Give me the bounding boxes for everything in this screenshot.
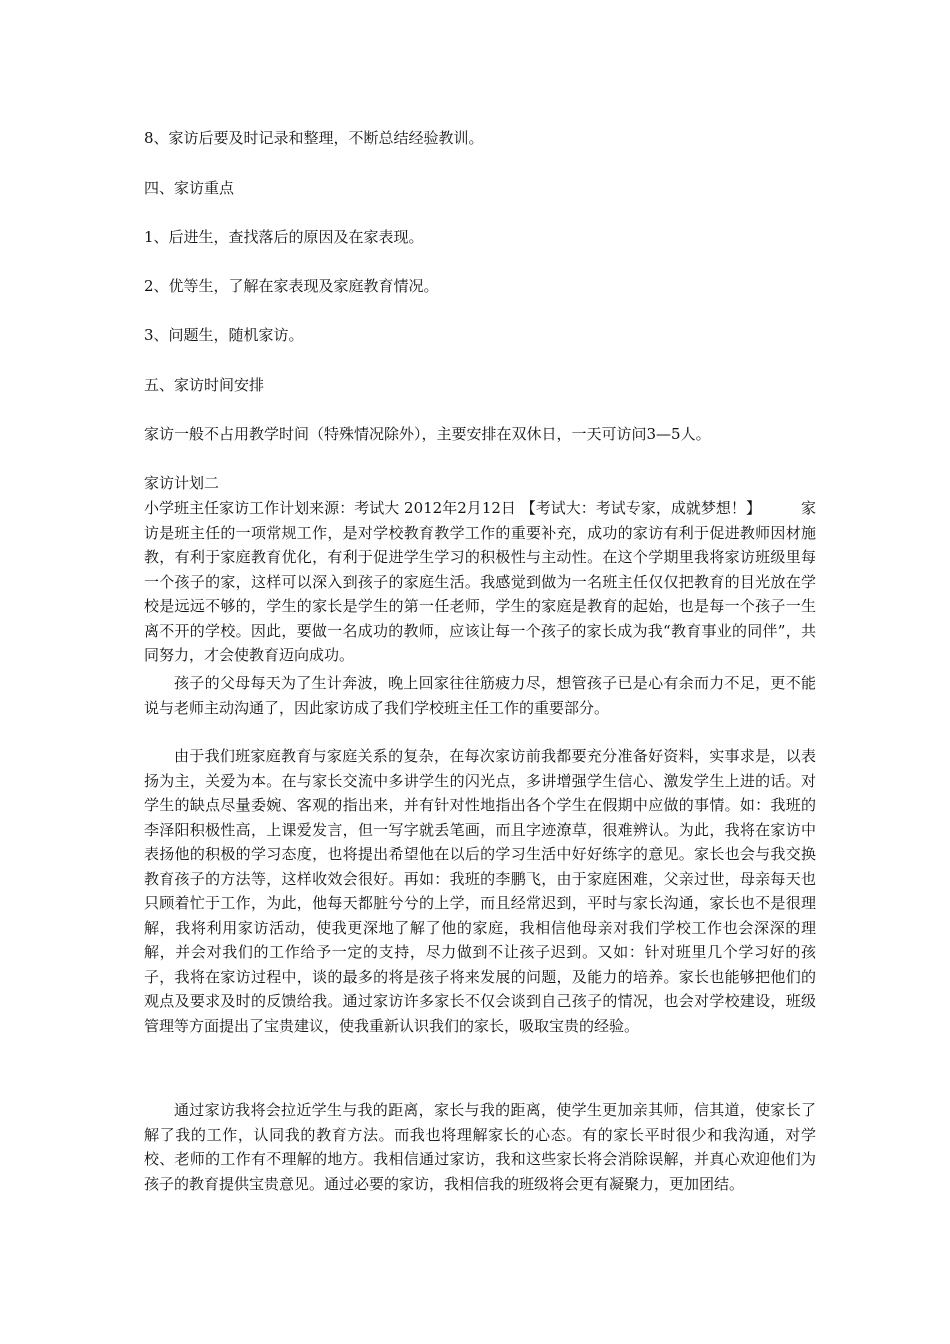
section-four-heading: 四、家访重点	[144, 179, 235, 197]
focus-item-1: 1、后进生，查找落后的原因及在家表现。	[144, 228, 424, 246]
paragraph-method: 由于我们班家庭教育与家庭关系的复杂，在每次家访前我都要充分准备好资料，实事求是，以表扬为主，关爱为本。在与家长交流中多讲学生的闪光点，多讲增强学生信心、激发学生上进的话。对学生的缺点尽量委婉、客观的指出来，并有针对性地指出各个学生在假期中应做的事情。如：我班的李泽阳积极性高，上课爱发言，但一写字就丢笔画，而且字迹潦草，很难辨认。为此，我将在家访中表扬他的积极的学习态度，也将提出希望他在以后的学习生活中好好练字的意见。家长也会与我交换教育孩子的方法等，这样收效会很好。再如：我班的李鹏飞，由于家庭困难，父亲过世，母亲每天也只顾着忙于工作，为此，他每天都脏兮兮的上学，而且经常迟到，平时与家长沟通，家长也不是很理解，我将利用家访活动，使我更深地了解了他的家庭，我相信他母亲对我们学校工作也会深深的理解，并会对我们的工作给予一定的支持，尽力做到不让孩子迟到。又如：针对班里几个学习好的孩子，我将在家访过程中，谈的最多的将是孩子将来发展的问题，及能力的培养。家长也能够把他们的观点及要求及时的反馈给我。通过家访许多家长不仅会谈到自己孩子的情况，也会对学校建设，班级管理等方面提出了宝贵建议，使我重新认识我们的家长，吸取宝贵的经验。	[144, 747, 816, 1035]
paragraph-closing: 通过家访我将会拉近学生与我的距离，家长与我的距离，使学生更加亲其师，信其道，使家长了解了我的工作，认同我的教育方法。而我也将理解家长的心态。有的家长平时很少和我沟通，对学校、老师的工作有不理解的地方。我相信通过家访，我和这些家长将会消除误解，并真心欢迎他们为孩子的教育提供宝贵意见。通过必要的家访，我相信我的班级将会更有凝聚力，更加团结。	[144, 1101, 816, 1193]
section-five-heading: 五、家访时间安排	[144, 376, 265, 394]
plan-two-title: 家访计划二	[144, 474, 220, 492]
paragraph-parents: 孩子的父母每天为了生计奔波，晚上回家往往筋疲力尽，想管孩子已是心有余而力不足，更不能说与老师主动沟通了，因此家访成了我们学校班主任工作的重要部分。	[144, 674, 816, 717]
plan-two-header: 小学班主任家访工作计划来源：考试大 2012年2月12日 【考试大：考试专家，成就梦想！】	[144, 499, 761, 517]
plan-two-intro-block	[144, 496, 816, 668]
plan-two-intro: 家访是班主任的一项常规工作，是对学校教育教学工作的重要补充，成功的家访有利于促进教师因材施教，有利于家庭教育优化，有利于促进学生学习的积极性与主动性。在这个学期里我将家访班级里每一个孩子的家，这样可以深入到孩子的家庭生活。我感觉到做为一名班主任仅仅把教育的目光放在学校是远远不够的，学生的家长是学生的第一任老师，学生的家庭是教育的起始，也是每一个孩子一生离不开的学校。因此，要做一名成功的教师，应该让每一个孩子的家长成为我“教育事业的同伴”，共同努力，才会使教育迈向成功。	[144, 499, 816, 664]
focus-item-2: 2、优等生，了解在家表现及家庭教育情况。	[144, 277, 439, 295]
section-three-item-8: 8、家访后要及时记录和整理，不断总结经验教训。	[144, 129, 484, 147]
focus-item-3: 3、问题生，随机家访。	[144, 326, 304, 344]
schedule-text: 家访一般不占用教学时间（特殊情况除外），主要安排在双休日，一天可访问3—5人。	[144, 425, 711, 443]
